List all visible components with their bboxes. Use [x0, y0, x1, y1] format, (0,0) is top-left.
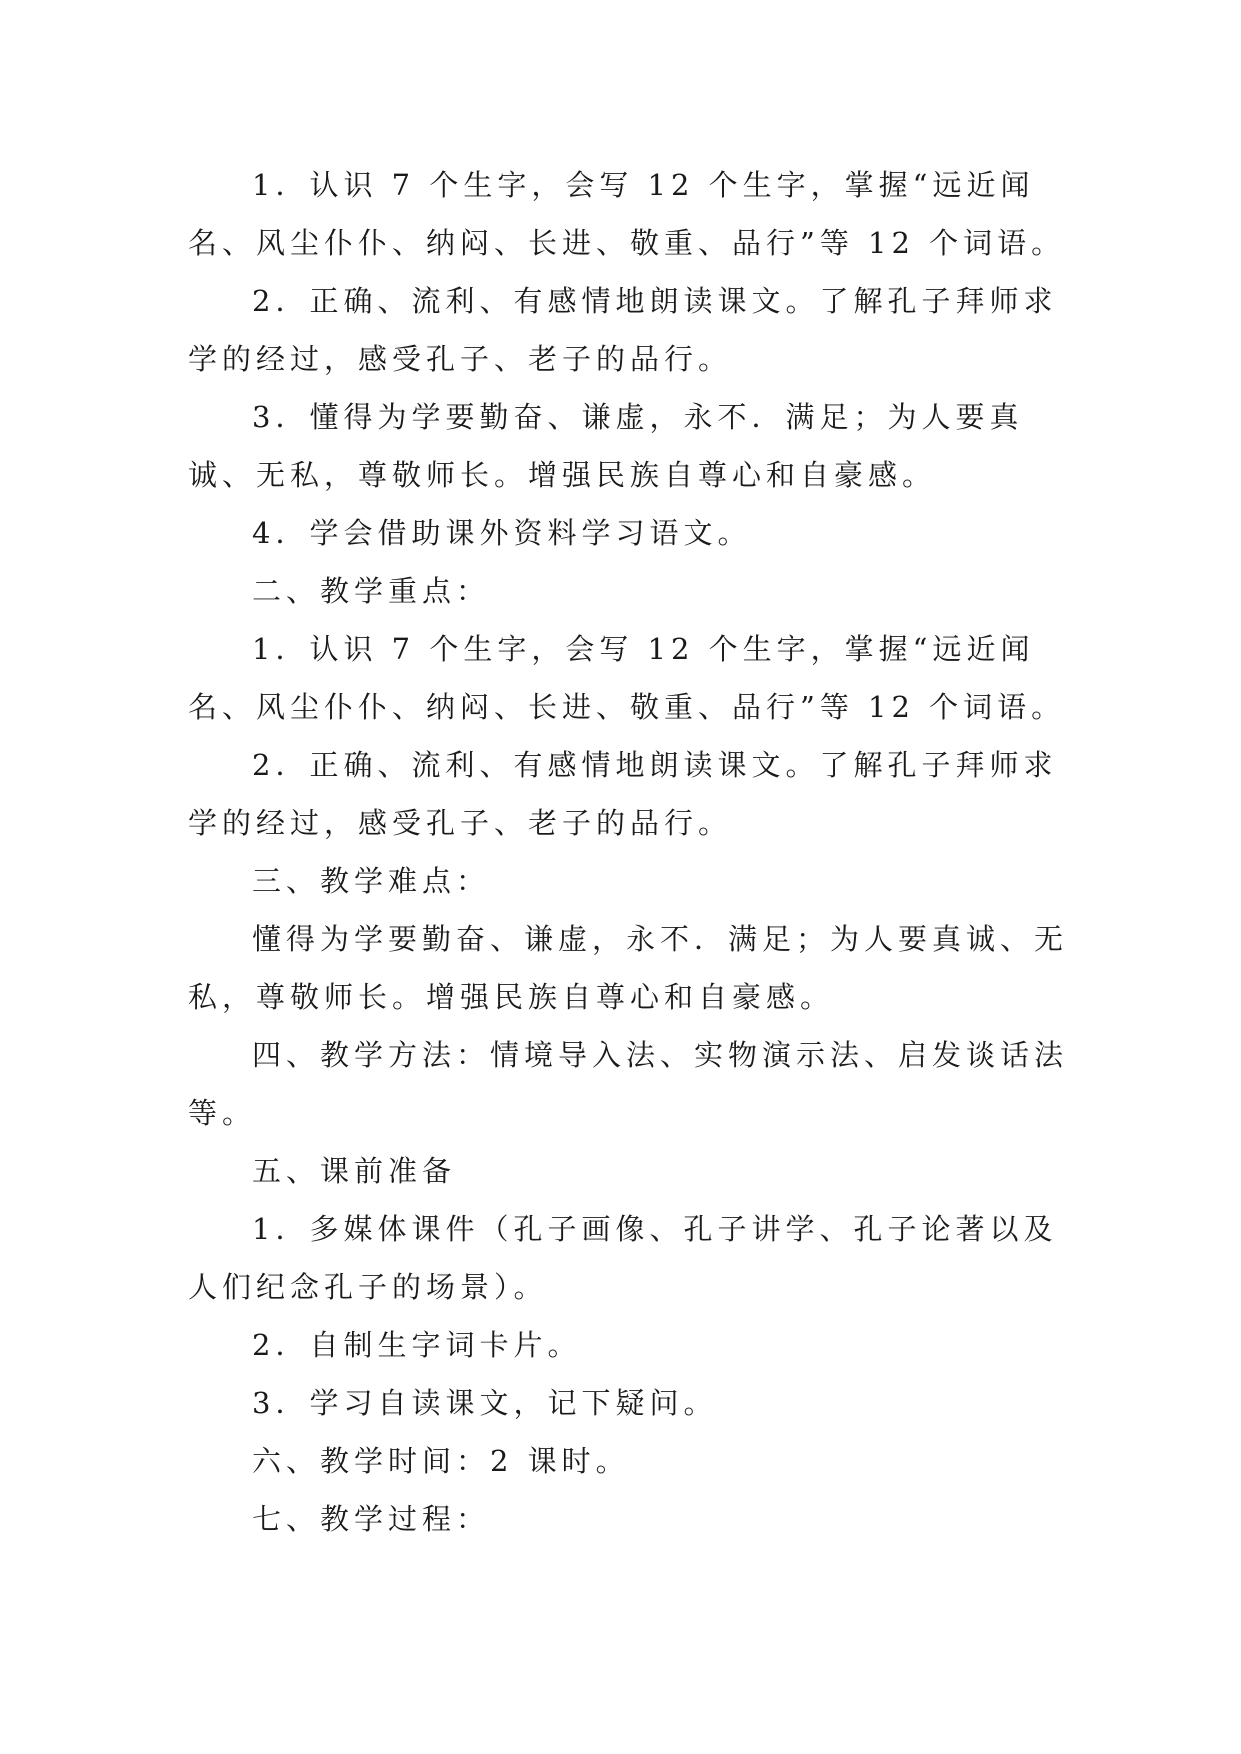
preparation-1-paragraph: 1．多媒体课件（孔子画像、孔子讲学、孔子论著以及人们纪念孔子的场景）。: [188, 1212, 1058, 1304]
preparation-heading: 五、课前准备: [252, 1154, 457, 1188]
teaching-process-heading: 七、教学过程：: [252, 1502, 491, 1536]
key-points-heading: 二、教学重点：: [252, 574, 491, 608]
key-point-1-paragraph: 1．认识 7 个生字，会写 12 个生字，掌握“远近闻名、风尘仆仆、纳闷、长进、敬重、品行”等 12 个词语。: [188, 632, 1066, 724]
preparation-2-paragraph: 2．自制生字词卡片。: [252, 1328, 582, 1362]
teaching-methods-paragraph: 四、教学方法：情境导入法、实物演示法、启发谈话法等。: [188, 1038, 1069, 1130]
difficulties-heading: 三、教学难点：: [252, 864, 491, 898]
teaching-time-paragraph: 六、教学时间：2 课时。: [252, 1444, 630, 1478]
difficulty-paragraph: 懂得为学要勤奋、谦虚，永不．满足；为人要真诚、无私，尊敬师长。增强民族自尊心和自豪感。: [188, 922, 1069, 1014]
objective-2-paragraph: 2．正确、流利、有感情地朗读课文。了解孔子拜师求学的经过，感受孔子、老子的品行。: [188, 284, 1058, 376]
preparation-3-paragraph: 3．学习自读课文，记下疑问。: [252, 1386, 718, 1420]
key-point-2-paragraph: 2．正确、流利、有感情地朗读课文。了解孔子拜师求学的经过，感受孔子、老子的品行。: [188, 748, 1058, 840]
objective-1-paragraph: 1．认识 7 个生字，会写 12 个生字，掌握“远近闻名、风尘仆仆、纳闷、长进、敬重、品行”等 12 个词语。: [188, 168, 1066, 260]
objective-4-paragraph: 4．学会借助课外资料学习语文。: [252, 516, 752, 550]
document-body: [188, 156, 1068, 1548]
objective-3-paragraph: 3．懂得为学要勤奋、谦虚，永不．满足；为人要真诚、无私，尊敬师长。增强民族自尊心和自豪感。: [188, 400, 1024, 492]
